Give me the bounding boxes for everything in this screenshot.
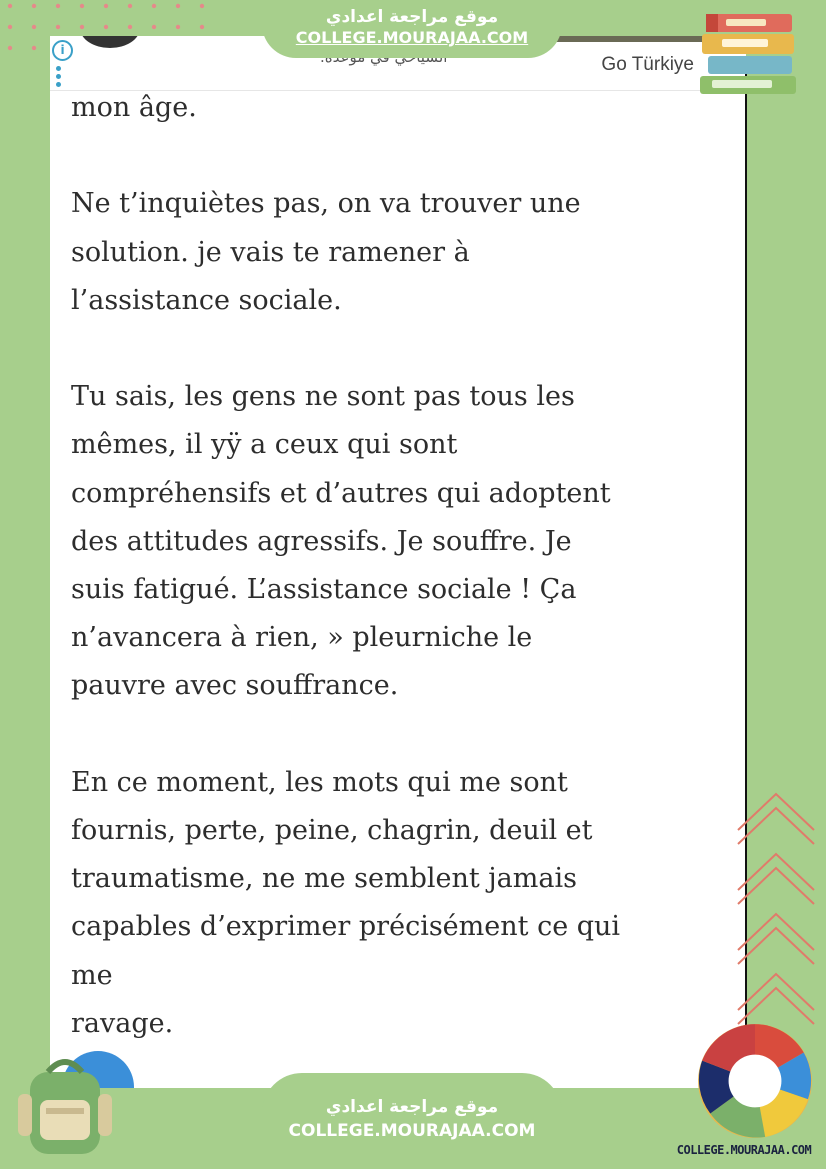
watermark-site-link[interactable]: COLLEGE.MOURAJAA.COM	[295, 28, 529, 47]
ad-avatar	[80, 36, 140, 48]
text-line: mêmes, il yÿ a ceux qui sont	[71, 429, 458, 461]
story-text	[71, 84, 731, 1048]
text-line: traumatisme, ne me semblent jamais	[71, 863, 577, 895]
text-line: solution. je vais te ramener à	[71, 236, 470, 268]
text-line: mon âge.	[71, 92, 197, 123]
logo-caption: COLLEGE.MOURAJAA.COM	[676, 1143, 812, 1157]
text-line: fournis, perte, peine, chagrin, deuil et	[71, 815, 593, 846]
text-line: suis fatigué. L’assistance sociale ! Ça	[71, 574, 577, 605]
text-line: En ce moment, les mots qui me sont	[71, 766, 568, 798]
text-line: Tu sais, les gens ne sont pas tous les	[71, 381, 575, 413]
ad-image-strip	[555, 36, 705, 42]
watermark-top-badge[interactable]	[262, 0, 562, 58]
backpack-icon	[10, 1050, 120, 1160]
watermark-bottom-badge[interactable]	[262, 1073, 562, 1169]
watermark-site-link[interactable]: COLLEGE.MOURAJAA.COM	[288, 1121, 536, 1141]
text-line: ravage.	[71, 1007, 174, 1039]
text-line: capables d’exprimer précisément ce qui	[71, 911, 621, 943]
info-icon[interactable]: i	[52, 40, 73, 61]
watermark-arabic-text: موقع مراجعة اعدادي	[325, 1097, 499, 1117]
education-wheel-logo	[694, 1020, 816, 1142]
text-line: des attitudes agressifs. Je souffre. Je	[71, 525, 572, 557]
text-line: pauvre avec souffrance.	[71, 670, 399, 702]
books-icon	[698, 8, 808, 98]
more-dots-icon[interactable]	[56, 66, 62, 90]
text-line: Ne t’inquiètes pas, on va trouver une	[71, 188, 581, 220]
ad-brand-label[interactable]: Go Türkiye	[601, 54, 694, 75]
document-page	[50, 36, 746, 1088]
chevron-decoration-icon	[734, 790, 818, 1040]
text-line: me	[71, 959, 113, 991]
text-line: l’assistance sociale.	[71, 284, 342, 316]
text-line: compréhensifs et d’autres qui adoptent	[71, 477, 611, 509]
watermark-arabic-text: موقع مراجعة اعدادي	[325, 7, 499, 27]
text-line: n’avancera à rien, » pleurniche le	[71, 622, 533, 654]
